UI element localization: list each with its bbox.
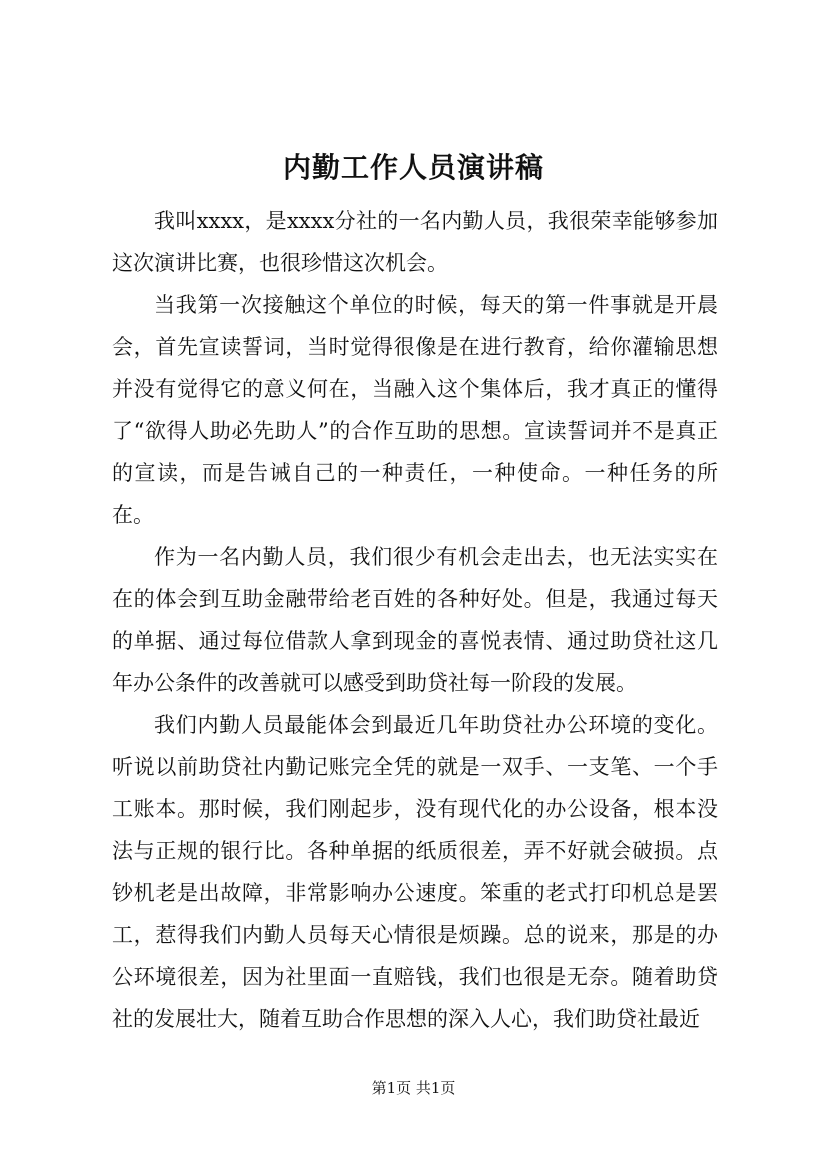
paragraph-4: 我们内勤人员最能体会到最近几年助贷社办公环境的变化。听说以前助贷社内勤记账完全凭的就是一双手、一支笔、一个手工账本。那时候，我们刚起步，没有现代化的办公设备，根本没法与正规的银行比。各种单据的纸质很差，弄不好就会破损。点钞机老是出故障，非常影响办公速度。笨重的老式打印机总是罢工，惹得我们内勤人员每天心情很是烦躁。总的说来，那是的办公环境很差，因为社里面一直赔钱，我们也很是无奈。随着助贷社的发展壮大，随着互助合作思想的深入人心，我们助贷社最近 [112,713,718,1031]
paragraph-1: 我叫xxxx，是xxxx分社的一名内勤人员，我很荣幸能够参加这次演讲比赛，也很珍惜这次机会。 [112,209,718,275]
page-footer: 第1页 共1页 [371,1079,456,1097]
document-title: 内勤工作人员演讲稿 [282,151,544,184]
document-body [112,200,718,1040]
paragraph-3: 作为一名内勤人员，我们很少有机会走出去，也无法实实在在的体会到互助金融带给老百姓的各种好处。但是，我通过每天的单据、通过每位借款人拿到现金的喜悦表情、通过助贷社这几年办公条件的改善就可以感受到助贷社每一阶段的发展。 [112,545,718,695]
paragraph-2: 当我第一次接触这个单位的时候，每天的第一件事就是开晨会，首先宣读誓词，当时觉得很像是在进行教育，给你灌输思想并没有觉得它的意义何在，当融入这个集体后，我才真正的懂得了“欲得人助必先助人”的合作互助的思想。宣读誓词并不是真正的宣读，而是告诫自己的一种责任，一种使命。一种任务的所在。 [112,293,718,527]
